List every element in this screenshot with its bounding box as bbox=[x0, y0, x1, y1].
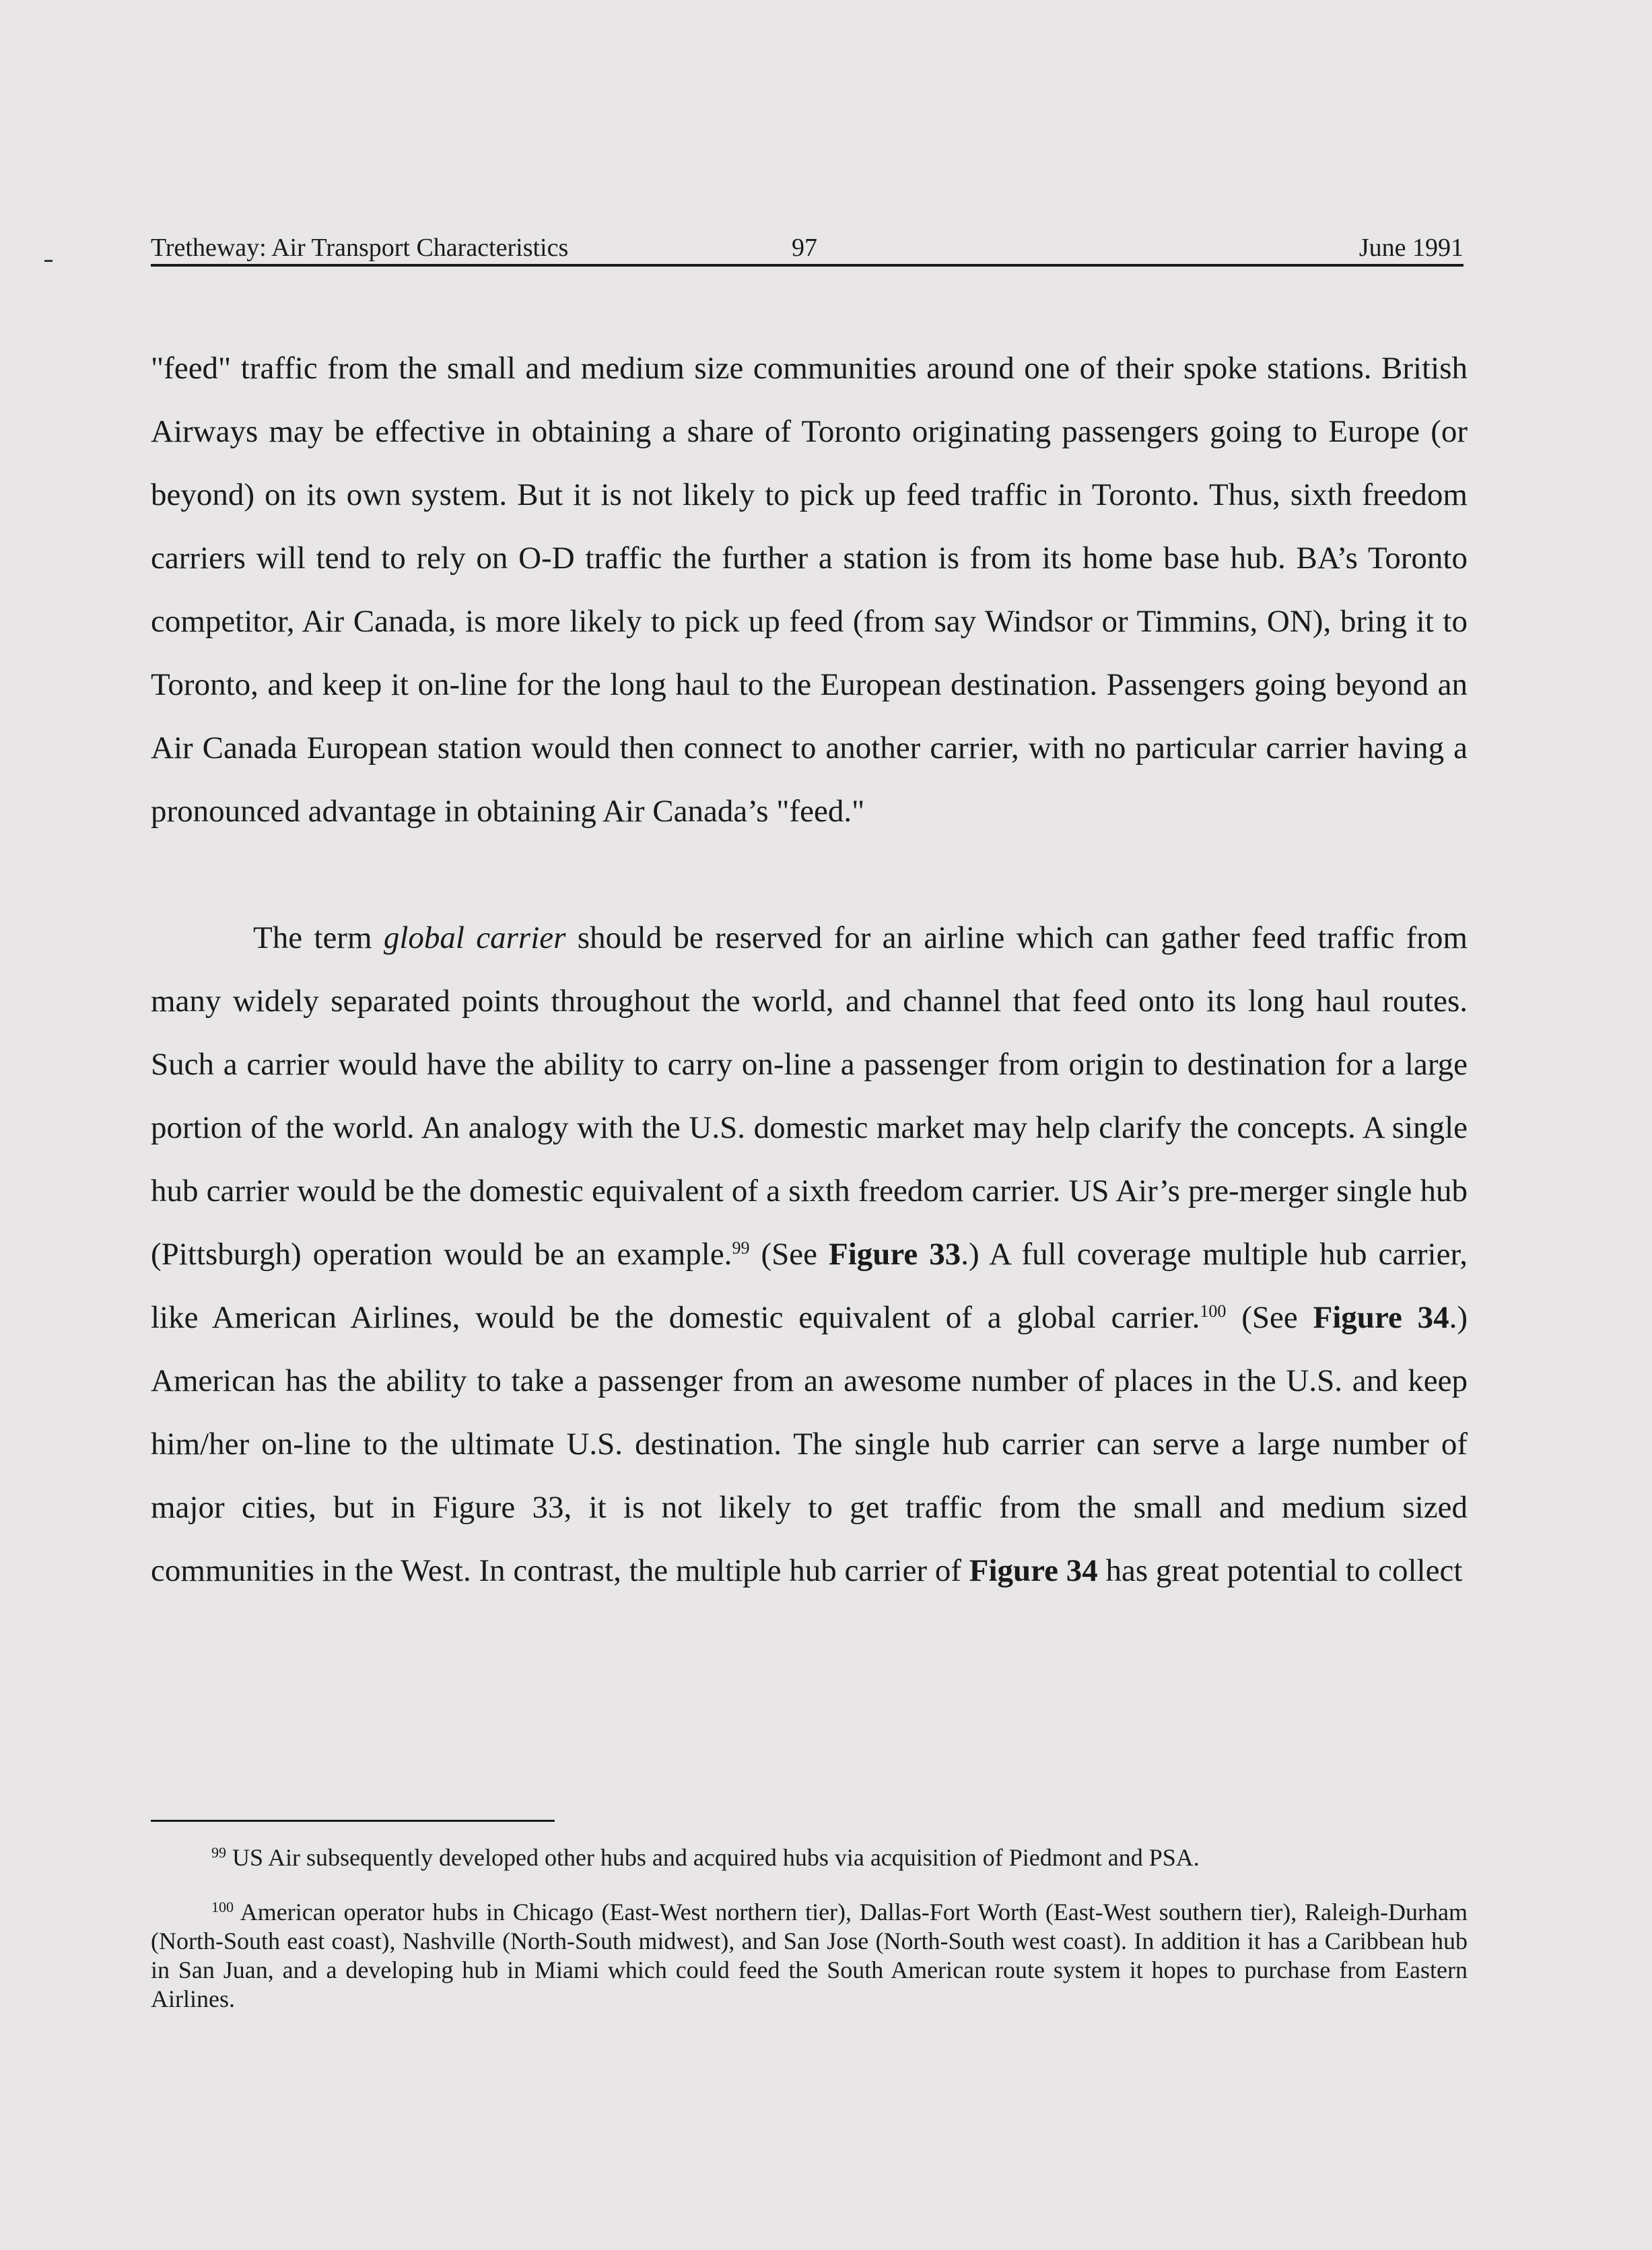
footnote-ref: 99 bbox=[732, 1238, 750, 1258]
paragraph-1: "feed" traffic from the small and medium size communities around one of their spoke stations. British Airways may be effective in obtaining a share of Toronto originating passengers going to Europe (or beyond) on its own system. But it is not likely to pick up feed traffic in Toronto. Thus, sixth freedom carriers will tend to rely on O-D traffic the further a station is from its home base hub. BA’s Toronto competitor, Air Canada, is more likely to pick up feed (from say Windsor or Timmins, ON), bring it to Toronto, and keep it on-line for the long haul to the European destination. Passengers going beyond an Air Canada European station would then connect to another carrier, with no particular carrier having a pronounced advantage in obtaining Air Canada’s "feed." bbox=[151, 351, 1468, 829]
text-run: should be reserved for an airline which can gather feed traffic from many widely separated points throughout the world, and channel that feed onto its long haul routes. Such a carrier would have the ability to carry on-line a passenger from origin to destination for a large portion of the world. An analogy with the U.S. domestic market may help clarify the concepts. A single hub carrier would be the domestic equivalent of a sixth freedom carrier. US Air’s pre-merger single hub (Pittsburgh) operation would be an example. bbox=[151, 920, 1468, 1272]
paragraph-2 bbox=[151, 906, 1468, 1602]
header-date: June 1991 bbox=[1358, 234, 1464, 262]
footnote-99 bbox=[151, 1843, 1468, 1872]
body-text bbox=[151, 337, 1468, 1602]
text-run: has great potential to collect bbox=[1097, 1553, 1463, 1588]
footnote-ref: 100 bbox=[1200, 1301, 1227, 1321]
footnote-text: US Air subsequently developed other hubs and acquired hubs via acquisition of Piedmont and PSA. bbox=[226, 1844, 1200, 1871]
text-run: .) A full coverage multiple hub carrier, like American Airlines, would be the domestic equivalent of a global carrier. bbox=[151, 1237, 1468, 1335]
footnote-text: American operator hubs in Chicago (East-West northern tier), Dallas-Fort Worth (East-West southern tier), Raleigh-Durham (North-South east coast), Nashville (North-South midwest), and San Jose (North-South west coast). In addition it has a Caribbean hub in San Juan, and a developing hub in Miami which could feed the South American route system it hopes to purchase from Eastern Airlines. bbox=[151, 1899, 1468, 2012]
footnote-marker: 100 bbox=[211, 1899, 234, 1915]
text-run: (See bbox=[749, 1237, 829, 1272]
text-run: The term bbox=[253, 920, 384, 955]
running-header bbox=[151, 232, 1464, 267]
footnote-100 bbox=[151, 1898, 1468, 2014]
footnote-marker: 99 bbox=[211, 1844, 226, 1861]
header-title: Tretheway: Air Transport Characteristics bbox=[151, 234, 569, 262]
margin-mark bbox=[44, 260, 53, 262]
footnote-divider bbox=[151, 1820, 555, 1822]
figure-ref: Figure 33 bbox=[828, 1237, 961, 1272]
footnotes bbox=[151, 1843, 1468, 2014]
figure-ref: Figure 34 bbox=[1313, 1300, 1449, 1335]
text-run: .) American has the ability to take a passenger from an awesome number of places in the U.S. and keep him/her on-line to the ultimate U.S. destination. The single hub carrier can serve a large number of major cities, but in Figure 33, it is not likely to get traffic from the small and medium sized communities in the West. In contrast, the multiple hub carrier of bbox=[151, 1300, 1468, 1588]
text-run: (See bbox=[1226, 1300, 1313, 1335]
page-number: 97 bbox=[792, 234, 817, 262]
figure-ref: Figure 34 bbox=[969, 1553, 1098, 1588]
italic-term: global carrier bbox=[383, 920, 566, 955]
